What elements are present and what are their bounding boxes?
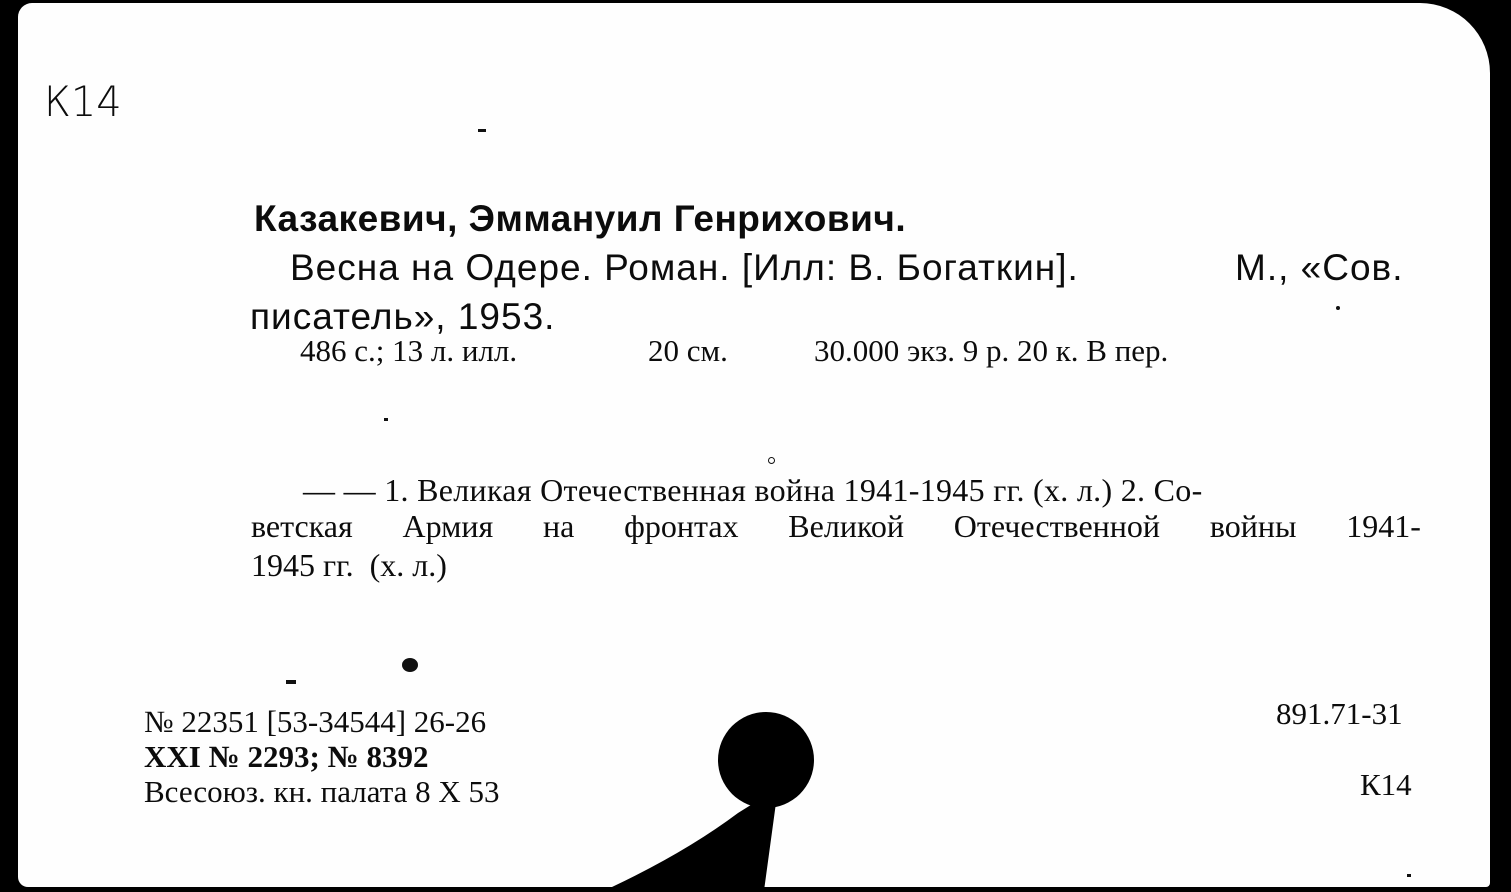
speck xyxy=(1407,874,1411,877)
imprint-place: М., «Сов. xyxy=(1235,247,1404,288)
physical-pages: 486 с.; 13 л. илл. xyxy=(300,333,518,368)
speck xyxy=(768,457,775,464)
record-numbers: № 22351 [53-34544] 26-26 xyxy=(144,704,487,739)
subject-line-3: 1945 гг. (х. л.) xyxy=(251,547,447,583)
speck xyxy=(1336,306,1340,310)
speck xyxy=(286,680,296,684)
title-statement: Весна на Одере. Роман. [Илл: В. Богаткин]. xyxy=(290,247,1079,288)
subject-word: войны xyxy=(1209,508,1297,544)
subject-line-2 xyxy=(251,510,1421,542)
author-heading: Казакевич, Эммануил Генрихович. xyxy=(254,198,907,239)
classification-number: 891.71-31 xyxy=(1276,696,1403,731)
registry-numbers: XXI № 2293; № 8392 xyxy=(144,739,429,774)
speck xyxy=(402,658,418,672)
speck xyxy=(384,418,388,421)
subject-line-1: — — 1. Великая Отечественная война 1941-1945 гг. (х. л.) 2. Со- xyxy=(303,472,1203,508)
subject-word: Великой xyxy=(788,508,904,544)
subject-word: Отечественной xyxy=(953,508,1161,544)
book-chamber: Всесоюз. кн. палата 8 X 53 xyxy=(144,774,500,809)
subject-word: Армия xyxy=(402,508,494,544)
subject-word: 1941- xyxy=(1346,508,1421,544)
speck xyxy=(478,129,486,132)
print-run-price: 30.000 экз. 9 р. 20 к. В пер. xyxy=(814,333,1169,368)
handwritten-code: К14 xyxy=(44,77,122,126)
ink-blot-tail xyxy=(588,788,788,887)
subject-word: ветская xyxy=(251,508,353,544)
subject-word: фронтах xyxy=(624,508,739,544)
imprint-publisher: писатель», 1953. xyxy=(250,296,556,337)
physical-size: 20 см. xyxy=(648,333,728,368)
shelf-mark: К14 xyxy=(1360,767,1412,802)
catalog-card xyxy=(18,3,1490,887)
subject-word: на xyxy=(542,508,575,544)
